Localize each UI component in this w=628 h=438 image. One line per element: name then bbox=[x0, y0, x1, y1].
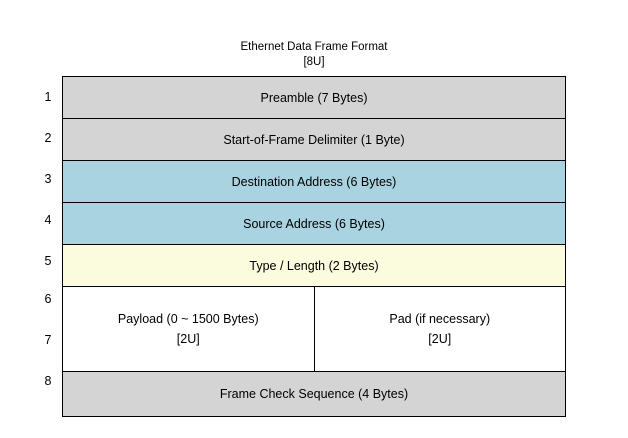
field-payload-label: Payload (0 ~ 1500 Bytes) bbox=[117, 312, 259, 326]
field-preamble: Preamble (7 Bytes) bbox=[63, 77, 566, 119]
table-row-frame-check-sequence bbox=[63, 372, 566, 417]
field-destination-address: Destination Address (6 Bytes) bbox=[63, 161, 566, 203]
field-start-of-frame-delimiter: Start-of-Frame Delimiter (1 Byte) bbox=[63, 119, 566, 161]
field-type-length: Type / Length (2 Bytes) bbox=[63, 245, 566, 287]
row-number-2: 2 bbox=[44, 131, 52, 145]
field-payload bbox=[63, 287, 315, 372]
table-row-preamble bbox=[63, 77, 566, 119]
field-payload-sub: [2U] bbox=[176, 332, 200, 346]
field-pad bbox=[314, 287, 566, 372]
row-number-gutter bbox=[36, 76, 60, 406]
frame-field-table bbox=[62, 76, 566, 417]
field-frame-check-sequence: Frame Check Sequence (4 Bytes) bbox=[63, 372, 566, 417]
diagram-title-line1: Ethernet Data Frame Format bbox=[240, 41, 388, 53]
row-number-6: 6 bbox=[44, 292, 52, 306]
table-row-payload-pad bbox=[63, 287, 566, 372]
row-number-4: 4 bbox=[44, 213, 52, 227]
table-row-source-address bbox=[63, 203, 566, 245]
field-source-address: Source Address (6 Bytes) bbox=[63, 203, 566, 245]
row-number-8: 8 bbox=[44, 374, 52, 388]
diagram-title-line2: [8U] bbox=[303, 56, 325, 68]
field-pad-label: Pad (if necessary) bbox=[389, 312, 491, 326]
row-number-1: 1 bbox=[44, 90, 52, 104]
table-row-type-length bbox=[63, 245, 566, 287]
row-number-5: 5 bbox=[44, 254, 52, 268]
field-pad-sub: [2U] bbox=[428, 332, 452, 346]
table-row-destination-address bbox=[63, 161, 566, 203]
diagram-title bbox=[0, 40, 628, 70]
row-number-7: 7 bbox=[44, 333, 52, 347]
row-number-3: 3 bbox=[44, 172, 52, 186]
table-row-sfd bbox=[63, 119, 566, 161]
